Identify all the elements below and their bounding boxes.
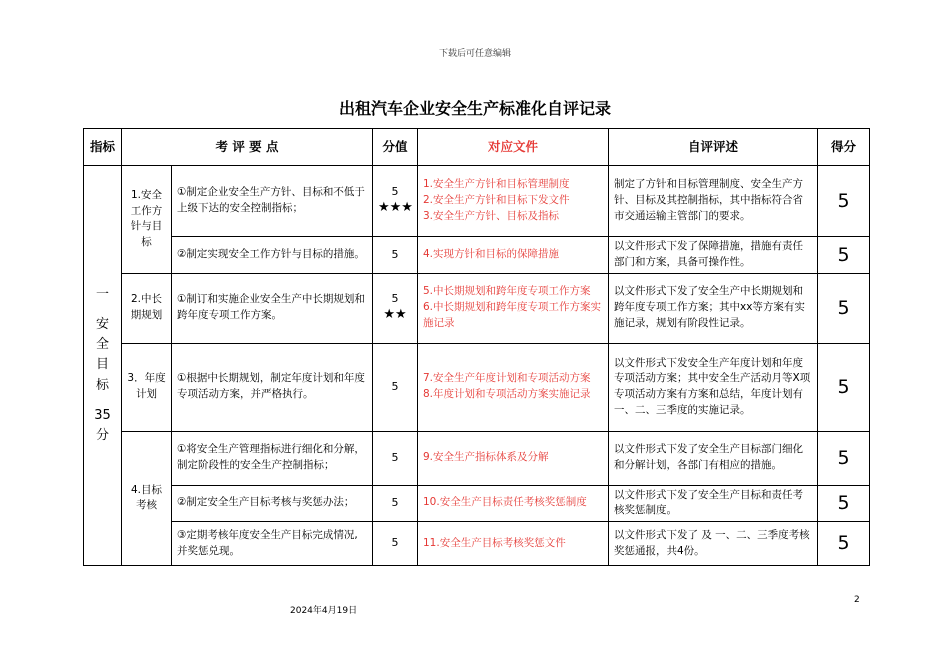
files-cell: 7.安全生产年度计划和专项活动方案 8.年度计划和专项活动方案实施记录: [418, 343, 609, 431]
star-rating: ★★: [383, 306, 407, 322]
sub-indicator: 2.中长期规划: [122, 273, 172, 343]
eval-point: ③定期考核年度安全生产目标完成情况,并奖惩兑现。: [172, 522, 373, 566]
page-title: 出租汽车企业安全生产标准化自评记录: [338, 99, 611, 118]
review-cell: 以文件形式下发了 及 一、二、三季度考核奖惩通报，共4份。: [609, 522, 818, 566]
category-cell: 一 安 全 目 标 35 分: [84, 166, 122, 566]
files-cell: 9.安全生产指标体系及分解: [418, 431, 609, 485]
footer-date: 2024年4月19日: [290, 606, 358, 616]
table-header-row: [84, 129, 870, 166]
eval-point: ①将安全生产管理指标进行细化和分解，制定阶段性的安全生产控制指标；: [172, 431, 373, 485]
files-cell: 11.安全生产目标考核奖惩文件: [418, 522, 609, 566]
table-row: [84, 522, 870, 566]
files-cell: 5.中长期规划和跨年度专项工作方案 6.中长期规划和跨年度专项工作方案实施记录: [418, 273, 609, 343]
review-cell: 以文件形式下发了安全生产目标和责任考核奖惩制度。: [609, 485, 818, 522]
table-row: [84, 273, 870, 343]
header-score: 分值: [373, 129, 418, 166]
header-review: 自评评述: [609, 129, 818, 166]
header-files: 对应文件: [418, 129, 609, 166]
table-row: [84, 237, 870, 274]
score-cell: 5 ★★: [373, 273, 418, 343]
sub-indicator: 1.安全工作方针与目标: [122, 166, 172, 274]
grade-cell: 5: [818, 522, 870, 566]
star-rating: ★★★: [378, 199, 413, 215]
eval-point: ①制定企业安全生产方针、目标和不低于上级下达的安全控制指标；: [172, 166, 373, 237]
page-number: 2: [854, 595, 860, 605]
review-cell: 以文件形式下发了安全生产中长期规划和跨年度专项工作方案；其中xx等方案有实施记录，规划有阶段性记录。: [609, 273, 818, 343]
review-cell: 以文件形式下发了安全生产目标部门细化和分解计划，各部门有相应的措施。: [609, 431, 818, 485]
header-note: 下载后可任意编辑: [438, 49, 511, 59]
table-row: [84, 343, 870, 431]
eval-point: ②制定实现安全工作方针与目标的措施。: [172, 237, 373, 274]
score-cell: 5: [373, 431, 418, 485]
table-row: [84, 485, 870, 522]
files-cell: 10.安全生产目标责任考核奖惩制度: [418, 485, 609, 522]
eval-point: ①制订和实施企业安全生产中长期规划和跨年度专项工作方案。: [172, 273, 373, 343]
score-cell: 5: [373, 485, 418, 522]
eval-point: ①根据中长期规划，制定年度计划和年度专项活动方案，并严格执行。: [172, 343, 373, 431]
grade-cell: 5: [818, 273, 870, 343]
score-cell: 5: [373, 237, 418, 274]
score-cell: 5: [373, 522, 418, 566]
header-points: 考 评 要 点: [122, 129, 373, 166]
review-cell: 制定了方针和目标管理制度、安全生产方针、目标及其控制指标，其中指标符合省市交通运输主管部门的要求。: [609, 166, 818, 237]
files-cell: 4.实现方针和目标的保障措施: [418, 237, 609, 274]
table-row: [84, 431, 870, 485]
header-indicator: 指标: [84, 129, 122, 166]
eval-point: ②制定安全生产目标考核与奖惩办法；: [172, 485, 373, 522]
sub-indicator: 4.目标考核: [122, 431, 172, 566]
review-cell: 以文件形式下发了保障措施，措施有责任部门和方案，具备可操作性。: [609, 237, 818, 274]
table-row: [84, 166, 870, 237]
score-cell: 5 ★★★: [373, 166, 418, 237]
grade-cell: 5: [818, 485, 870, 522]
header-grade: 得分: [818, 129, 870, 166]
files-cell: 1.安全生产方针和目标管理制度 2.安全生产方针和目标下发文件 3.安全生产方针、目标及指标: [418, 166, 609, 237]
grade-cell: 5: [818, 237, 870, 274]
score-cell: 5: [373, 343, 418, 431]
grade-cell: 5: [818, 431, 870, 485]
evaluation-table: [83, 128, 870, 566]
grade-cell: 5: [818, 166, 870, 237]
sub-indicator: 3．年度计划: [122, 343, 172, 431]
review-cell: 以文件形式下发安全生产年度计划和年度专项活动方案；其中安全生产活动月等X项专项活动方案有方案和总结，年度计划有一、二、三季度的实施记录。: [609, 343, 818, 431]
grade-cell: 5: [818, 343, 870, 431]
